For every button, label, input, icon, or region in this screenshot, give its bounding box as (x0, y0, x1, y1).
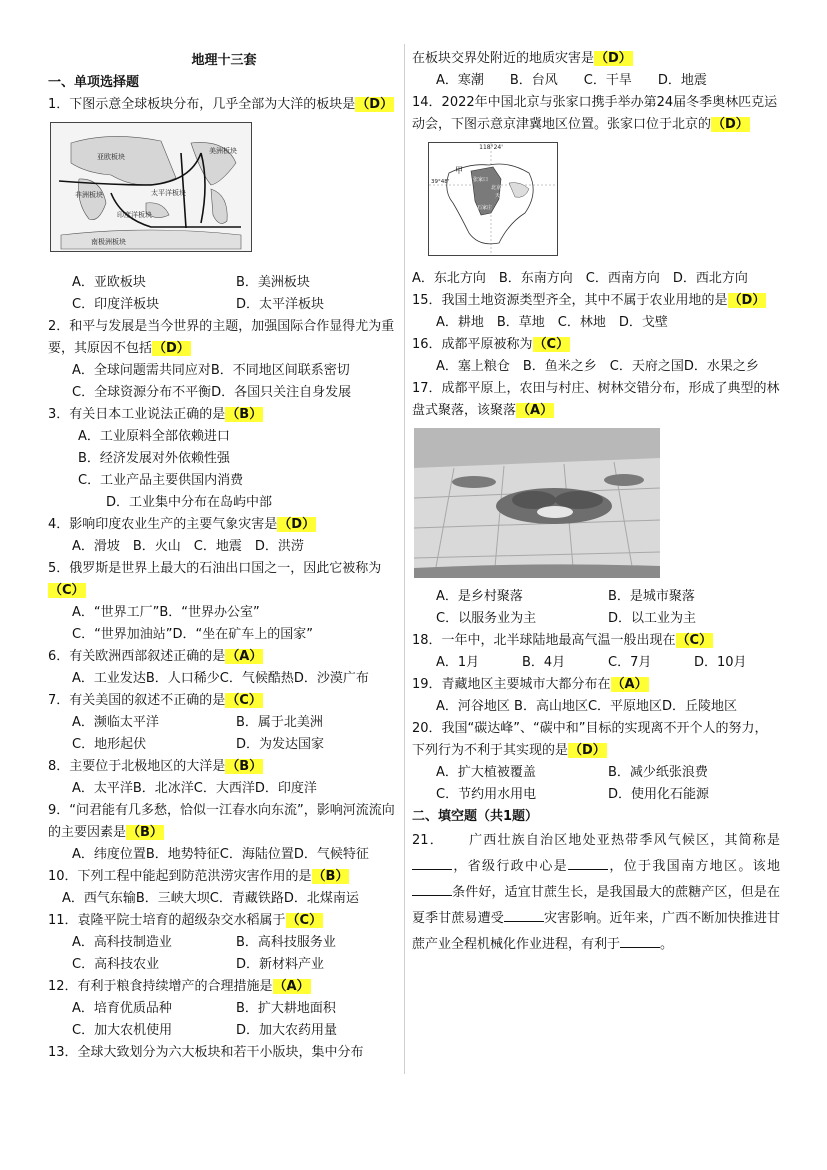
option[interactable]: B．经济发展对外依赖性强 (78, 451, 230, 466)
option[interactable]: A．工业原料全部依赖进口 (78, 429, 230, 444)
options-q7 (48, 712, 400, 756)
answer-badge: （A） (226, 649, 263, 664)
plate-map-figure (50, 122, 252, 252)
question-9: 9．“问君能有几多愁，恰似一江春水向东流”，影响河流流向的主要因素是（B） (48, 803, 395, 840)
option[interactable]: C．地形起伏 (72, 737, 147, 752)
question-13-part1: 13．全球大致划分为六大板块和若干小版块，集中分布 (48, 1045, 364, 1060)
option[interactable]: C．印度洋板块 (72, 297, 160, 312)
section-heading-fill: 二、填空题（共1题） (412, 809, 539, 824)
options-q2-line1[interactable]: A．全球问题需共同应对B．不同地区间联系密切 (72, 363, 350, 378)
question-15: 15．我国土地资源类型齐全，其中不属于农业用地的是（D） (412, 293, 766, 308)
options-q6[interactable]: A．工业发达B．人口稀少C．气候酷热D．沙漠广布 (72, 671, 369, 686)
options-q20 (412, 762, 780, 806)
options-q17 (412, 586, 780, 630)
options-q1 (48, 272, 400, 316)
option[interactable]: B．属于北美洲 (236, 715, 323, 730)
question-11: 11．袁隆平院士培育的超级杂交水稻属于（C） (48, 913, 323, 928)
options-q19[interactable]: A．河谷地区 B．高山地区C．平原地区D．丘陵地区 (436, 699, 738, 714)
answer-badge: （D） (278, 517, 316, 532)
jingjinji-map-svg (429, 143, 557, 255)
blank-3[interactable] (412, 882, 452, 896)
question-5: 5．俄罗斯是世界上最大的石油出口国之一，因此它被称为（C） (48, 561, 382, 598)
answer-badge: （D） (595, 51, 632, 66)
question-10: 10．下列工程中能起到防范洪涝灾害作用的是（B） (48, 869, 349, 884)
options-q4[interactable]: A．滑坡 B．火山 C．地震 D．洪涝 (72, 539, 304, 554)
map-label-africa: 非洲板块 (75, 191, 103, 199)
option[interactable]: B．减少纸张浪费 (608, 765, 708, 780)
option[interactable]: C．加大农机使用 (72, 1023, 173, 1038)
question-21: 21． 广西壮族自治区地处亚热带季风气候区，其简称是，省级行政中心是 ，位于我国南方地区。该地条件好，适宜甘蔗生长，是我国最大的蔗糖产区，但是在夏季甘蔗易遭受 灾害影响。近年来，广西不断加快推进甘蔗产业全程机械化作业进程，有利于 。 (412, 833, 780, 952)
option[interactable]: A．培育优质品种 (72, 1001, 172, 1016)
options-q18 (412, 652, 780, 674)
map-label-zhangjiakou: 张家口 (473, 177, 489, 183)
option[interactable]: D．加大农药用量 (236, 1023, 338, 1038)
answer-badge: （C） (286, 913, 323, 928)
option[interactable]: D．新材料产业 (236, 957, 325, 972)
option[interactable]: B．扩大耕地面积 (236, 1001, 336, 1016)
blank-1[interactable] (412, 856, 452, 870)
plate-map-svg (51, 123, 251, 251)
option[interactable]: B．是城市聚落 (608, 589, 695, 604)
question-19: 19．青藏地区主要城市大都分布在（A） (412, 677, 648, 692)
section-heading-choice: 一、单项选择题 (48, 75, 140, 90)
answer-badge: （A） (273, 979, 310, 994)
options-q11 (48, 932, 400, 976)
answer-badge: （B） (312, 869, 349, 884)
options-q9[interactable]: A．纬度位置B．地势特征C．海陆位置D．气候特征 (72, 847, 369, 862)
map-label-tianjin: 天津 (495, 193, 506, 199)
option[interactable]: C．工业产品主要供国内消费 (78, 473, 244, 488)
options-q13[interactable]: A．寒潮 B．台风 C．干旱 D．地震 (436, 73, 707, 88)
answer-badge: （D） (728, 293, 766, 308)
option[interactable]: D．工业集中分布在岛屿中部 (106, 495, 273, 510)
map-label-longitude: 118°24' (479, 144, 503, 151)
question-18: 18．一年中，北半球陆地最高气温一般出现在（C） (412, 633, 713, 648)
question-8: 8．主要位于北极地区的大洋是（B） (48, 759, 263, 774)
answer-badge: （C） (49, 583, 85, 598)
option[interactable]: D．使用化石能源 (608, 787, 710, 802)
page-title: 地理十三套 (191, 53, 257, 68)
blank-5[interactable] (620, 934, 660, 948)
left-column (48, 44, 400, 1064)
jingjinji-map-figure (428, 142, 558, 256)
option[interactable]: A．1月 (436, 655, 480, 670)
answer-badge: （B） (226, 407, 263, 422)
linpan-settlement-photo (414, 428, 660, 578)
blank-4[interactable] (504, 908, 544, 922)
options-q15[interactable]: A．耕地 B．草地 C．林地 D．戈壁 (436, 315, 668, 330)
question-3: 3．有关日本工业说法正确的是（B） (48, 407, 263, 422)
options-q14[interactable]: A．东北方向 B．东南方向 C．西南方向 D．西北方向 (412, 271, 748, 286)
question-20: 20．我国“碳达峰”、“碳中和”目标的实现离不开个人的努力，下列行为不利于其实现的是（D） (412, 721, 768, 758)
option[interactable]: B．高科技服务业 (236, 935, 336, 950)
option[interactable]: C．高科技农业 (72, 957, 160, 972)
question-13-part2: 在板块交界处附近的地质灾害是（D） (412, 51, 632, 66)
answer-badge: （D） (569, 743, 606, 758)
blank-2[interactable] (568, 856, 608, 870)
question-17: 17．成都平原上，农田与村庄、树林交错分布，形成了典型的林盘式聚落，该聚落（A） (412, 381, 780, 418)
options-q5-line1[interactable]: A．“世界工厂”B．“世界办公室” (72, 605, 260, 620)
question-2: 2．和平与发展是当今世界的主题，加强国际合作显得尤为重要，其原因不包括（D） (48, 319, 395, 356)
options-q2-line2[interactable]: C．全球资源分布不平衡D．各国只关注自身发展 (72, 385, 352, 400)
option[interactable]: B．4月 (522, 655, 566, 670)
question-16: 16．成都平原被称为（C） (412, 337, 570, 352)
map-label-antarctic: 南极洲板块 (91, 238, 126, 246)
options-q8[interactable]: A．太平洋B．北冰洋C．大西洋D．印度洋 (72, 781, 317, 796)
option[interactable]: B．美洲板块 (236, 275, 310, 290)
answer-badge: （D） (712, 117, 749, 132)
answer-badge: （D） (153, 341, 190, 356)
option[interactable]: A．濒临太平洋 (72, 715, 159, 730)
option[interactable]: A．是乡村聚落 (436, 589, 523, 604)
option[interactable]: A．高科技制造业 (72, 935, 172, 950)
question-1: 1．下图示意全球板块分布，几乎全部为大洋的板块是（D） (48, 97, 394, 112)
answer-badge: （C） (226, 693, 262, 708)
option[interactable]: C．以服务业为主 (436, 611, 537, 626)
linpan-photo-svg (414, 428, 660, 578)
option[interactable]: D．太平洋板块 (236, 297, 325, 312)
option[interactable]: A．扩大植被覆盖 (436, 765, 536, 780)
options-q16[interactable]: A．塞上粮仓 B．鱼米之乡 C．天府之国D．水果之乡 (436, 359, 759, 374)
options-q10[interactable]: A．西气东输B．三峡大坝C．青藏铁路D．北煤南运 (62, 891, 359, 906)
option[interactable]: C．节约用水用电 (436, 787, 537, 802)
option[interactable]: D．为发达国家 (236, 737, 325, 752)
map-label-latitude: 39°48' (431, 179, 450, 185)
question-7: 7．有关美国的叙述不正确的是（C） (48, 693, 262, 708)
option[interactable]: A．亚欧板块 (72, 275, 146, 290)
options-q12 (48, 998, 400, 1042)
right-column (412, 48, 780, 958)
question-6: 6．有关欧洲西部叙述正确的是（A） (48, 649, 263, 664)
question-12: 12．有利于粮食持续增产的合理措施是（A） (48, 979, 310, 994)
map-label-indian: 印度洋板块 (117, 211, 152, 219)
option[interactable]: D．以工业为主 (608, 611, 697, 626)
question-14: 14．2022年中国北京与张家口携手举办第24届冬季奥林匹克运动会，下图示意京津冀地区位置。张家口位于北京的（D） (412, 95, 778, 132)
answer-badge: （A） (611, 677, 648, 692)
answer-badge: （B） (127, 825, 163, 840)
map-label-eurasia: 亚欧板块 (97, 153, 125, 161)
column-divider (404, 44, 405, 1074)
map-label-shijiazhuang: 石家庄 (477, 205, 493, 211)
answer-badge: （C） (676, 633, 713, 648)
answer-badge: （C） (533, 337, 570, 352)
option[interactable]: D．10月 (694, 655, 747, 670)
map-label-jia: 甲 (455, 166, 463, 175)
question-4: 4．影响印度农业生产的主要气象灾害是（D） (48, 517, 316, 532)
options-q5-line2[interactable]: C．“世界加油站”D．“坐在矿车上的国家” (72, 627, 314, 642)
option[interactable]: C．7月 (608, 655, 652, 670)
map-label-beijing: 北京 (491, 185, 502, 191)
answer-badge: （A） (517, 403, 554, 418)
map-label-pacific: 太平洋板块 (151, 189, 186, 197)
map-label-america: 美洲板块 (209, 147, 237, 155)
answer-badge: （D） (356, 97, 394, 112)
answer-badge: （B） (226, 759, 263, 774)
